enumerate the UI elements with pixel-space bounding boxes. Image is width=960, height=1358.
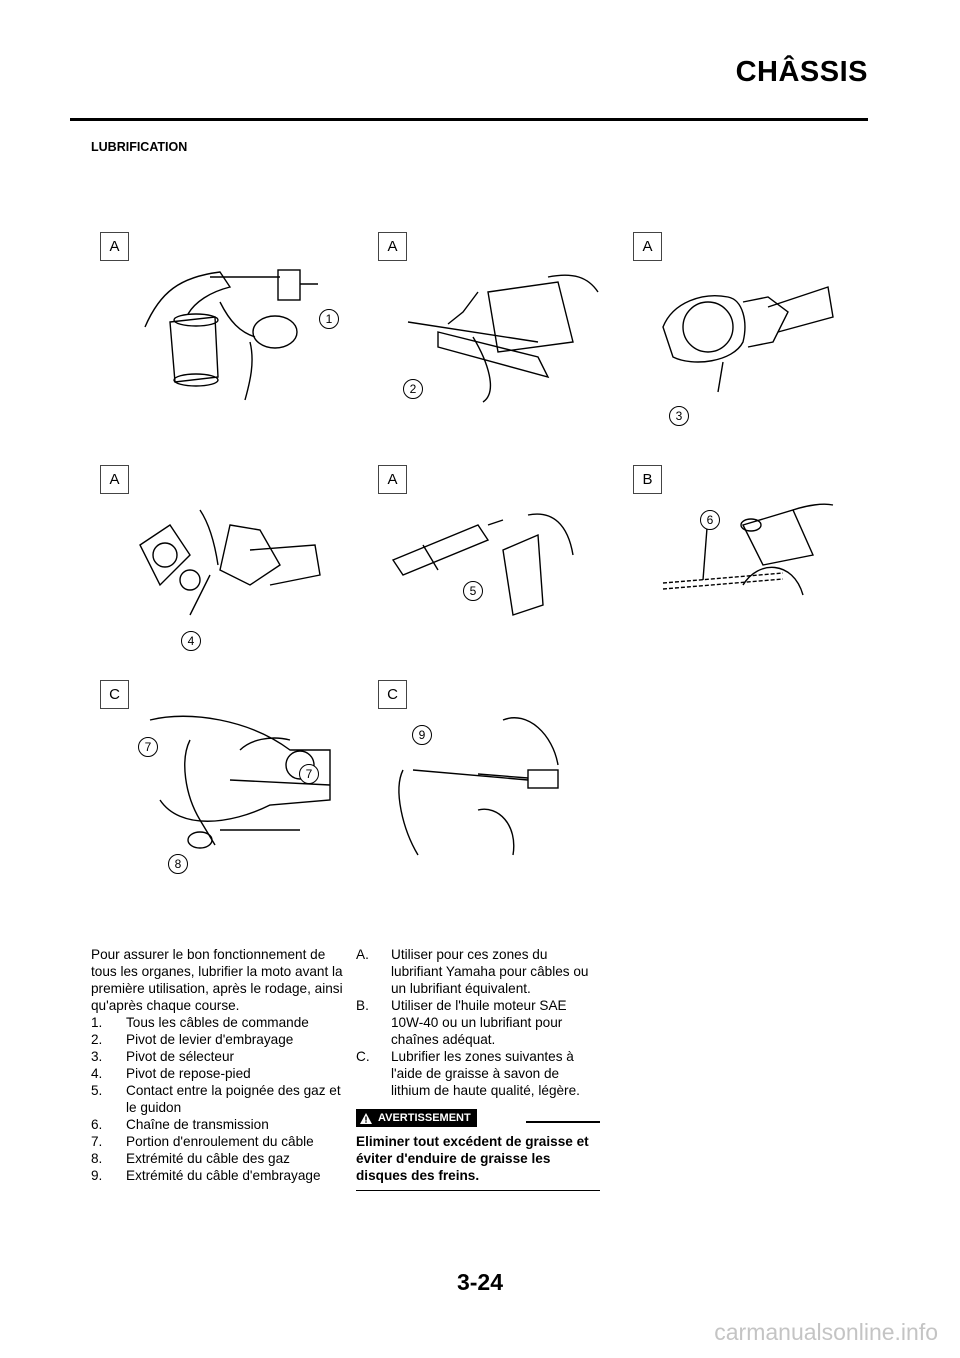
warning-bottom-rule [356, 1190, 600, 1192]
list-item: 7. Portion d'enroulement du câble [91, 1134, 314, 1149]
list-item: 4. Pivot de repose-pied [91, 1066, 251, 1081]
list-item: 3. Pivot de sélecteur [91, 1049, 235, 1064]
callout-1: 1 [319, 309, 339, 329]
header-rule [70, 118, 868, 121]
figure-lubrication-2 [378, 232, 628, 432]
figure-lubrication-5 [378, 465, 628, 665]
callout-9: 9 [412, 725, 432, 745]
intro-paragraph: Pour assurer le bon fonctionnement de tous les organes, lubrifier la moto avant la première utilisation, après le rodage, ainsi qu'après chaque course. [91, 947, 343, 1013]
warning-top-rule [526, 1121, 600, 1123]
text-column-right [356, 946, 600, 1191]
figure-label: A [100, 465, 129, 494]
figure-lubrication-6 [633, 465, 883, 665]
figure-label: C [100, 680, 129, 709]
figure-label: A [378, 232, 407, 261]
figure-label: B [633, 465, 662, 494]
figure-label: A [378, 465, 407, 494]
callout-7a: 7 [138, 737, 158, 757]
warning-badge: AVERTISSEMENT [356, 1109, 477, 1127]
warning-triangle-icon [360, 1113, 372, 1124]
list-item: 6. Chaîne de transmission [91, 1117, 269, 1132]
text-column-left [91, 946, 343, 1184]
figure-lubrication-1 [100, 232, 350, 432]
note-item: C. Lubrifier les zones suivantes à l'aide de graisse à savon de lithium de haute qualité, légère. [356, 1049, 580, 1098]
illustration-footrest-lube [100, 465, 350, 665]
notes-list [356, 946, 600, 1099]
illustration-cable-end-grease [378, 680, 628, 880]
illustration-throttle-cable-lube [100, 232, 350, 432]
illustration-drive-chain-lube [633, 465, 883, 665]
illustration-throttle-grip-lube [378, 465, 628, 665]
callout-2: 2 [403, 379, 423, 399]
illustration-clutch-lever-lube [378, 232, 628, 432]
illustration-shift-pedal-lube [633, 232, 883, 432]
page-number: 3-24 [456, 1269, 504, 1295]
note-item: A. Utiliser pour ces zones du lubrifiant Yamaha pour câbles ou un lubrifiant équivalent. [356, 947, 589, 996]
callout-4: 4 [181, 631, 201, 651]
figure-lubrication-7 [100, 680, 350, 880]
figure-label: A [633, 232, 662, 261]
callout-6: 6 [700, 510, 720, 530]
callout-8: 8 [168, 854, 188, 874]
warning-text: Eliminer tout excédent de graisse et éviter d'enduire de graisse les disques des freins. [356, 1133, 589, 1183]
watermark: carmanualsonline.info [714, 1319, 938, 1345]
list-item: 8. Extrémité du câble des gaz [91, 1151, 290, 1166]
figure-lubrication-8 [378, 680, 628, 880]
callout-5: 5 [463, 581, 483, 601]
lubrication-points-list [91, 1014, 343, 1184]
list-item: 5. Contact entre la poignée des gaz et le guidon [91, 1083, 341, 1115]
section-title: LUBRIFICATION [91, 140, 188, 154]
warning-block [356, 1109, 600, 1191]
list-item: 9. Extrémité du câble d'embrayage [91, 1168, 321, 1183]
note-item: B. Utiliser de l'huile moteur SAE 10W-40 ou un lubrifiant pour chaînes adéquat. [356, 998, 567, 1047]
page-header-title: CHÂSSIS [735, 56, 868, 88]
figure-lubrication-4 [100, 465, 350, 665]
callout-7b: 7 [299, 764, 319, 784]
callout-3: 3 [669, 406, 689, 426]
figure-label: A [100, 232, 129, 261]
list-item: 1. Tous les câbles de commande [91, 1015, 309, 1030]
list-item: 2. Pivot de levier d'embrayage [91, 1032, 294, 1047]
figure-label: C [378, 680, 407, 709]
figure-lubrication-3 [633, 232, 883, 432]
